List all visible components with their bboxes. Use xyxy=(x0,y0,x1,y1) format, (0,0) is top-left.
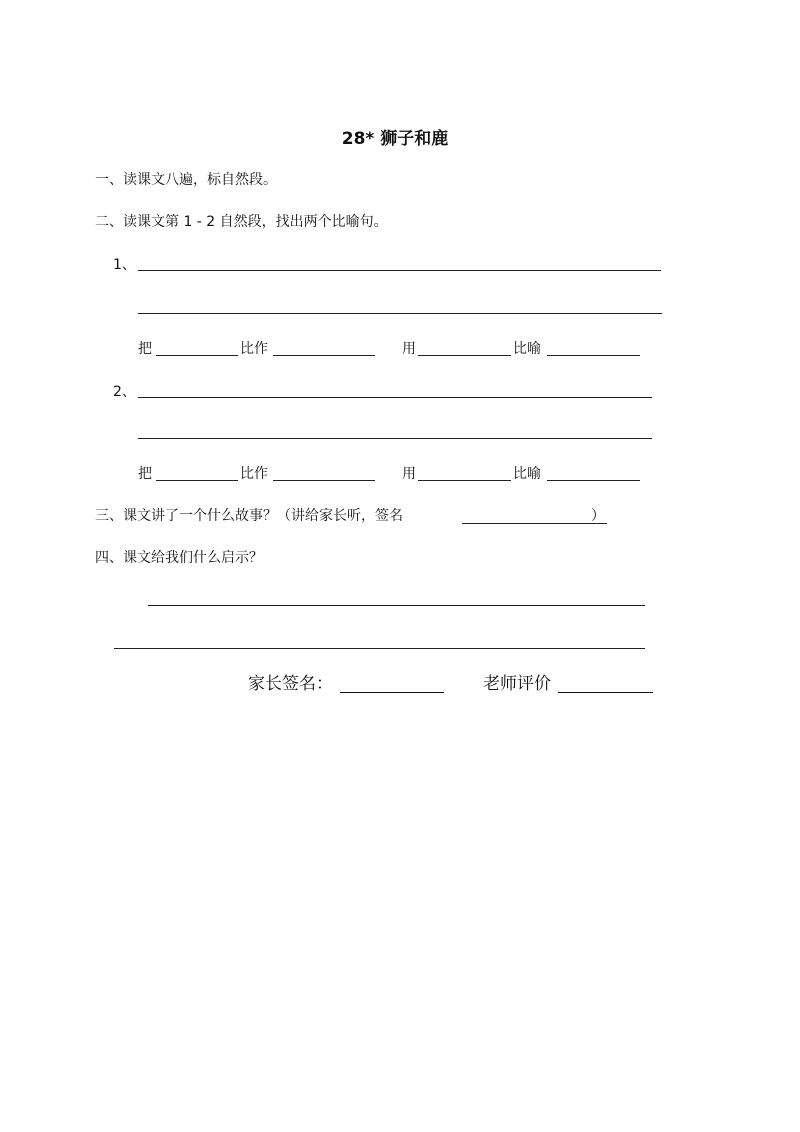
question-2: 二、读课文第 1 - 2 自然段，找出两个比喻句。 xyxy=(95,214,388,230)
item-1-number: 1、 xyxy=(113,257,136,273)
item-2-yong-blank[interactable] xyxy=(418,480,511,481)
question-4-answer-line-2[interactable] xyxy=(114,648,645,649)
question-3-signature-blank[interactable] xyxy=(462,523,607,524)
item-2-number: 2、 xyxy=(113,384,136,400)
question-4-answer-line-1[interactable] xyxy=(148,605,645,606)
item-1-ba-blank[interactable] xyxy=(156,355,238,356)
item-2-ba-label: 把 xyxy=(138,466,152,482)
item-2-bizuo-label: 比作 xyxy=(240,466,268,482)
item-1-answer-line-1[interactable] xyxy=(138,270,661,271)
item-1-yong-label: 用 xyxy=(402,341,416,357)
question-4: 四、课文给我们什么启示？ xyxy=(95,550,263,566)
parent-signature-blank[interactable] xyxy=(340,692,444,693)
question-3-close-paren: ） xyxy=(591,508,605,524)
item-2-biyu-blank[interactable] xyxy=(547,480,640,481)
item-1-bizuo-label: 比作 xyxy=(240,341,268,357)
item-1-biyu-blank[interactable] xyxy=(547,355,640,356)
item-2-bizuo-blank[interactable] xyxy=(273,480,375,481)
item-1-ba-label: 把 xyxy=(138,341,152,357)
parent-signature-label: 家长签名： xyxy=(248,674,333,694)
teacher-evaluation-label: 老师评价 xyxy=(483,674,551,694)
item-2-answer-line-2[interactable] xyxy=(138,438,652,439)
item-2-answer-line-1[interactable] xyxy=(138,397,652,398)
question-3: 三、课文讲了一个什么故事？（讲给家长听，签名 xyxy=(95,508,403,524)
item-1-answer-line-2[interactable] xyxy=(138,313,662,314)
page-title: 28* 狮子和鹿 xyxy=(341,129,449,149)
item-2-yong-label: 用 xyxy=(402,466,416,482)
item-1-yong-blank[interactable] xyxy=(418,355,511,356)
item-1-bizuo-blank[interactable] xyxy=(273,355,375,356)
item-1-biyu-label: 比喻 xyxy=(513,341,541,357)
item-2-ba-blank[interactable] xyxy=(156,480,238,481)
teacher-evaluation-blank[interactable] xyxy=(558,692,653,693)
item-2-biyu-label: 比喻 xyxy=(513,466,541,482)
question-1: 一、读课文八遍，标自然段。 xyxy=(95,172,277,188)
